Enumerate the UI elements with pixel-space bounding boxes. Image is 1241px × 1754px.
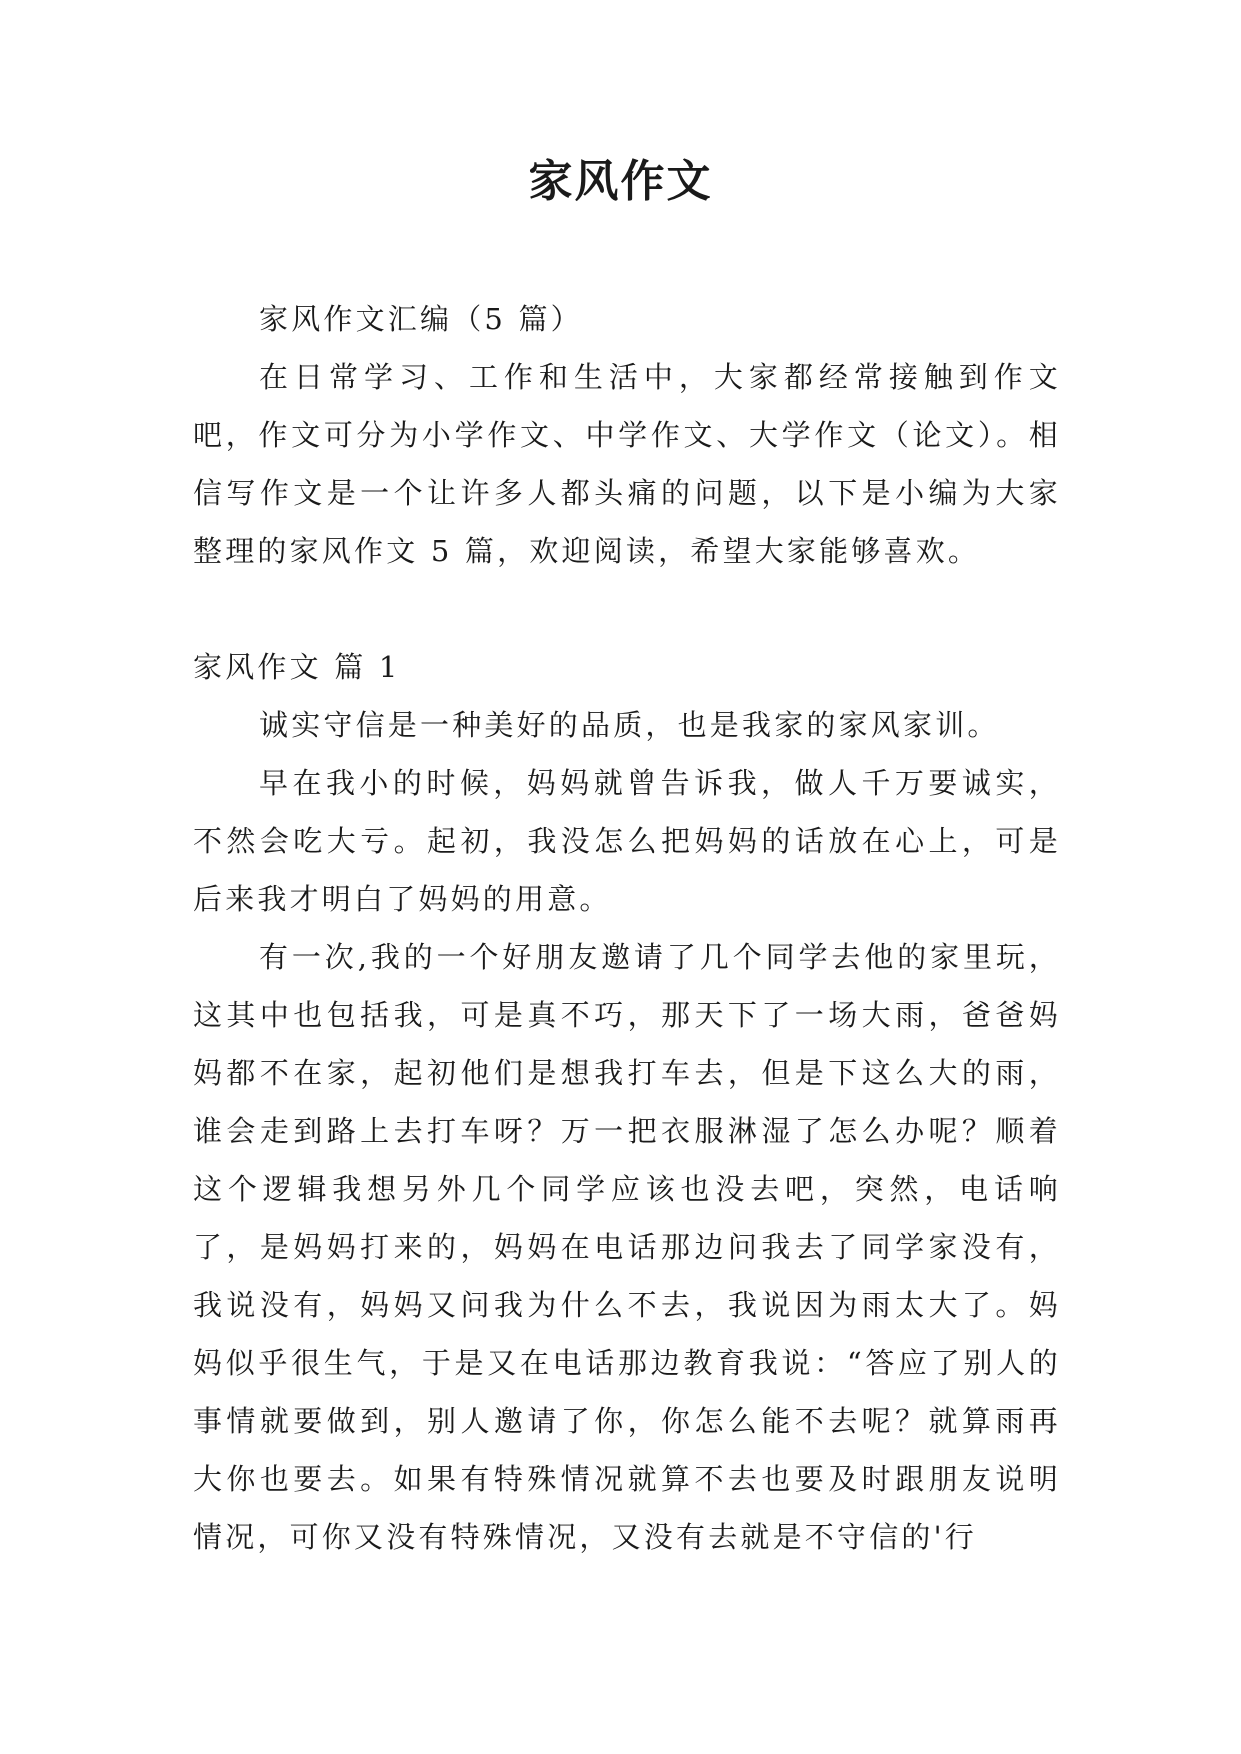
document-body	[193, 290, 1061, 1566]
body-paragraph-2: 早在我小的时候，妈妈就曾告诉我，做人千万要诚实，不然会吃大亏。起初，我没怎么把妈妈的话放在心上，可是后来我才明白了妈妈的用意。	[193, 766, 1061, 916]
section-heading: 家风作文 篇 1	[193, 650, 401, 684]
body-paragraph-3: 有一次,我的一个好朋友邀请了几个同学去他的家里玩，这其中也包括我，可是真不巧，那天下了一场大雨，爸爸妈妈都不在家，起初他们是想我打车去，但是下这么大的雨，谁会走到路上去打车呀？万一把衣服淋湿了怎么办呢？顺着这个逻辑我想另外几个同学应该也没去吧，突然，电话响了，是妈妈打来的，妈妈在电话那边问我去了同学家没有，我说没有，妈妈又问我为什么不去，我说因为雨太大了。妈妈似乎很生气，于是又在电话那边教育我说：“答应了别人的事情就要做到，别人邀请了你，你怎么能不去呢？就算雨再大你也要去。如果有特殊情况就算不去也要及时跟朋友说明情况，可你又没有特殊情况，又没有去就是不守信的'行	[193, 940, 1061, 1554]
intro-paragraph: 在日常学习、工作和生活中，大家都经常接触到作文吧，作文可分为小学作文、中学作文、大学作文（论文）。相信写作文是一个让许多人都头痛的问题，以下是小编为大家整理的家风作文 5 篇，欢迎阅读，希望大家能够喜欢。	[193, 360, 1061, 568]
body-paragraph-1: 诚实守信是一种美好的品质，也是我家的家风家训。	[259, 708, 1000, 742]
document-title: 家风作文	[528, 156, 713, 207]
subtitle-paragraph: 家风作文汇编（5 篇）	[259, 302, 583, 336]
